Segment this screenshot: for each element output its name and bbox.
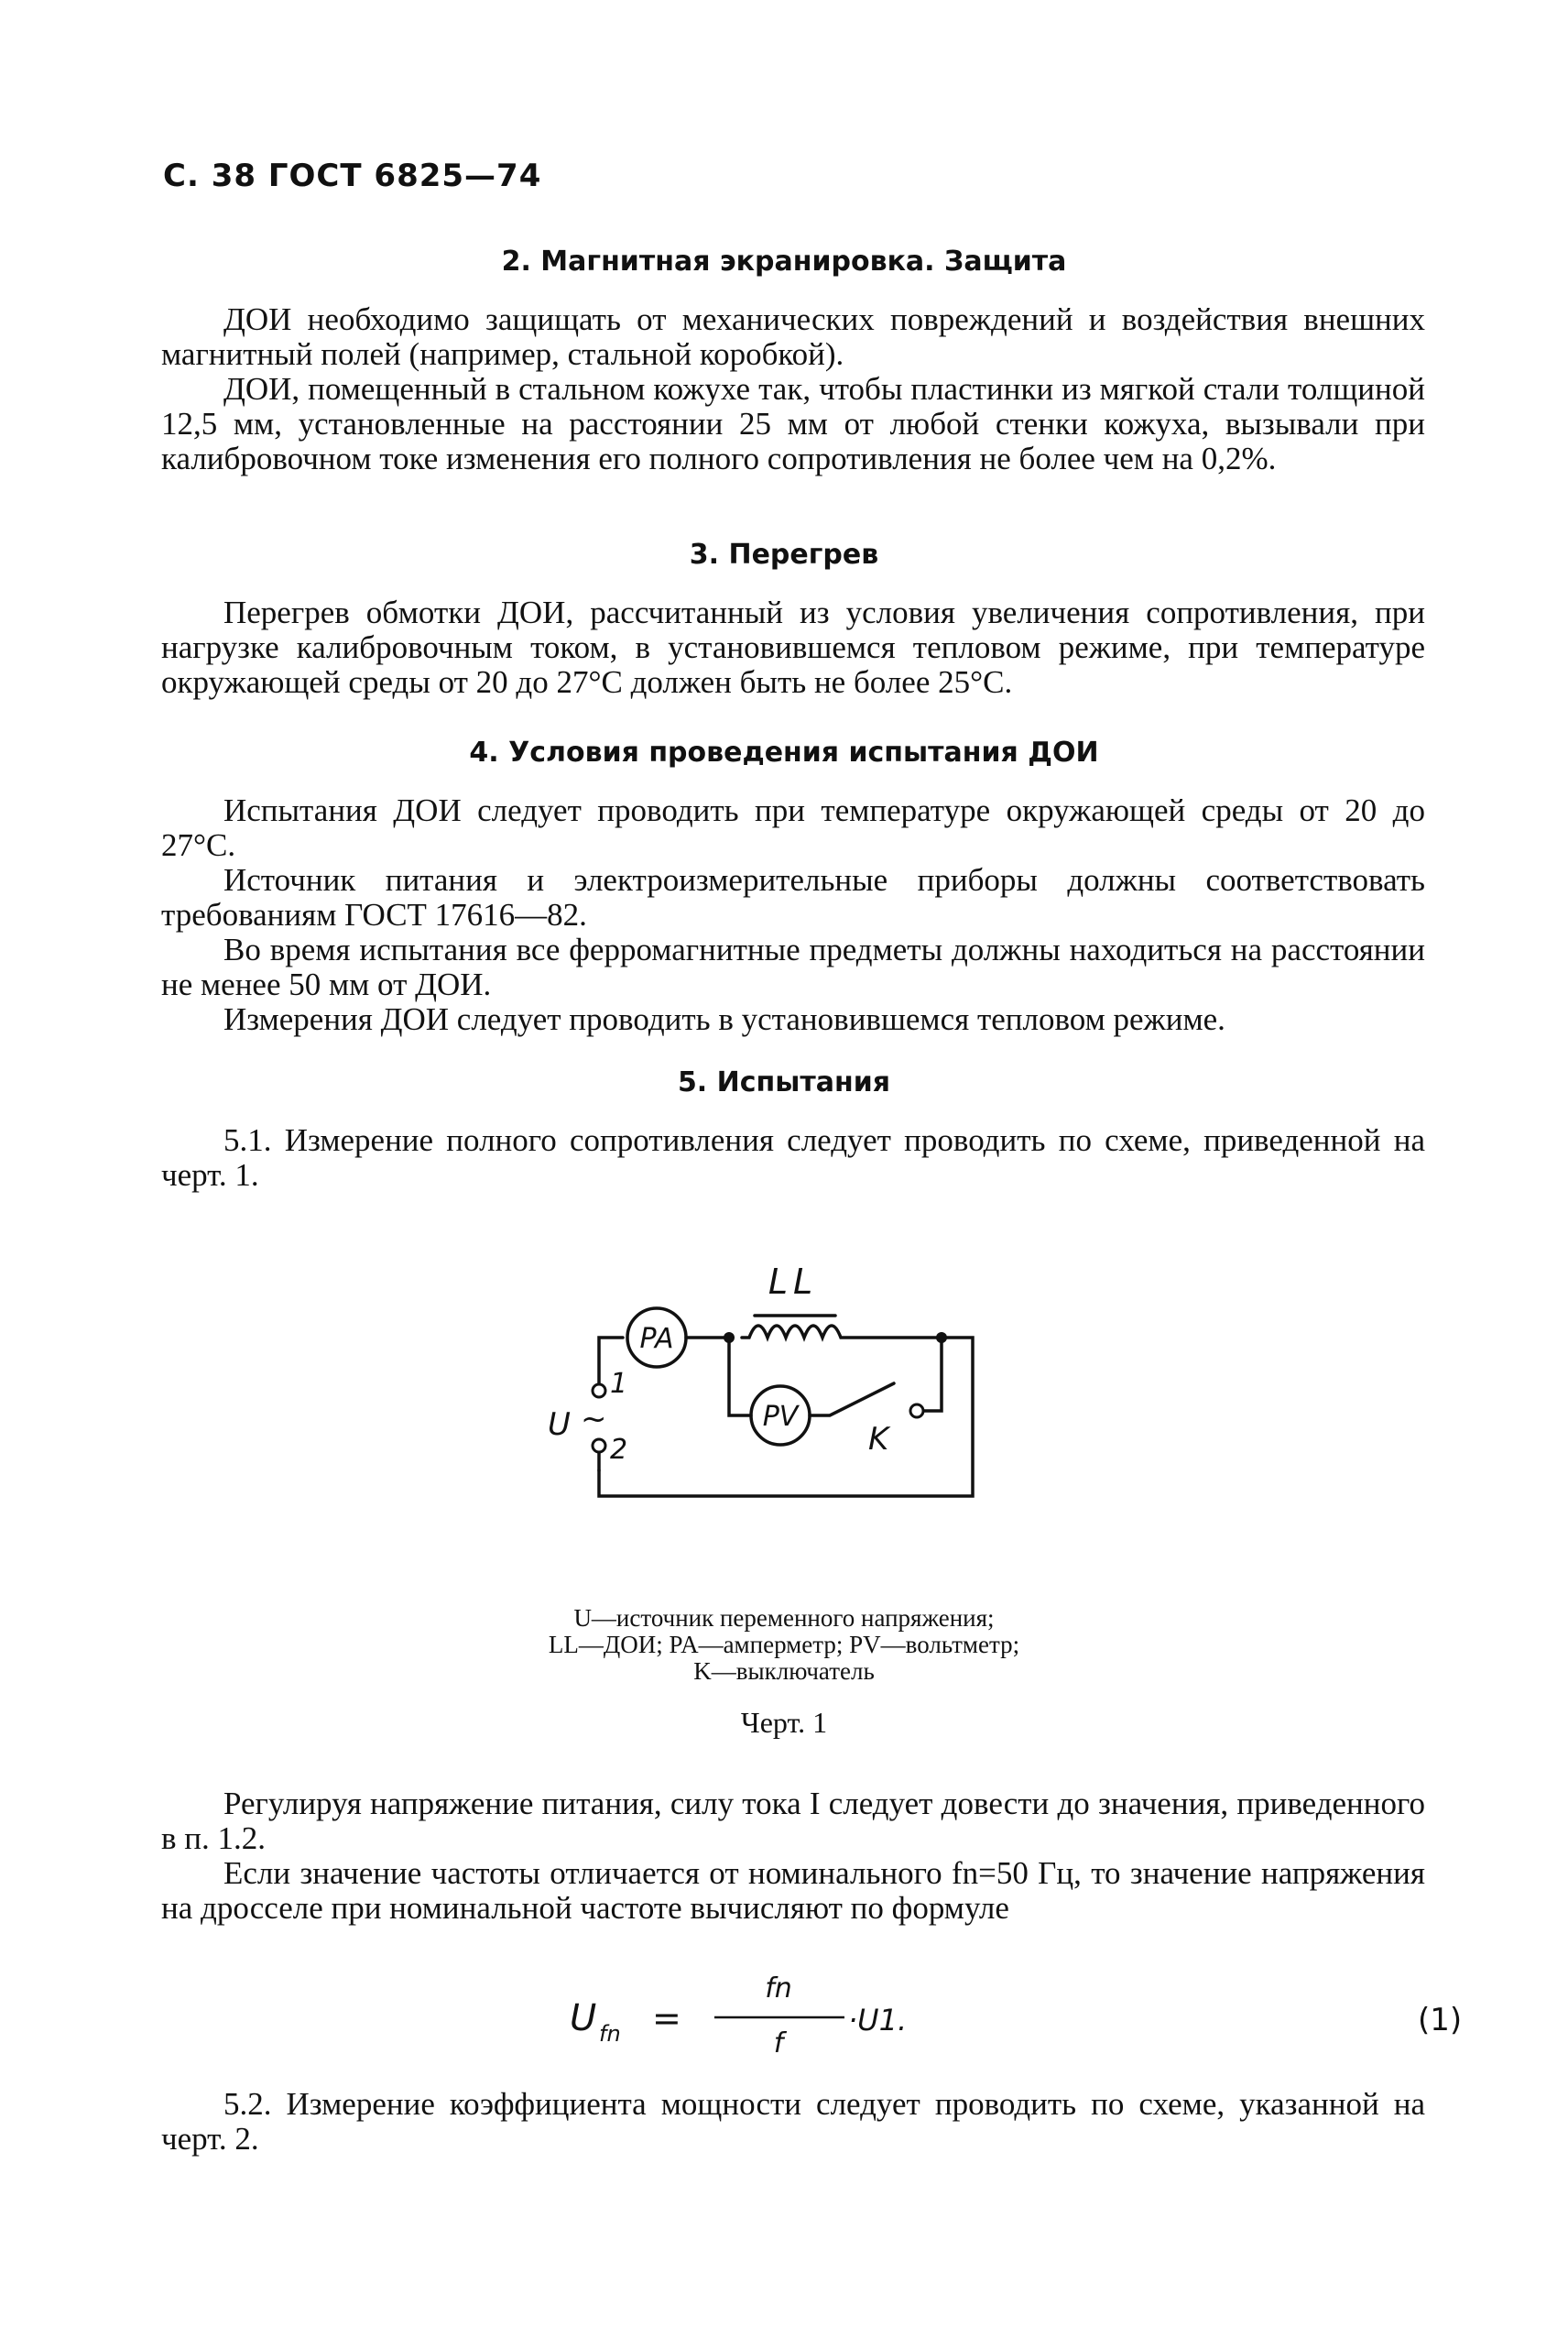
wire-node-to-pv [729,1338,751,1415]
figure-caption-line-1: U—источник переменного напряжения; [573,1604,995,1632]
section-5-heading: 5. Испытания [677,1066,891,1098]
label-u: U [548,1406,571,1443]
junction-dot-left [724,1332,735,1343]
figure-caption-line-3: K—выключатель [693,1657,875,1685]
section-5-paragraph-2: Регулируя напряжение питания, силу тока I следует довести до значения, приведенного в п. 1.2. [161,1786,1425,1856]
formula-lhs-subscript: fn [599,2021,621,2047]
formula-equals: = [652,1998,681,2038]
section-4-paragraph-2: Источник питания и электроизмерительные приборы должны соответствовать требованиям ГОСТ 17616—82. [161,862,1425,933]
page-header: С. 38 ГОСТ 6825—74 [163,158,542,194]
switch-k-lever [810,1383,894,1415]
section-4-paragraph-4: Измерения ДОИ следует проводить в установившемся тепловом режиме. [223,1001,1225,1037]
terminal-2 [593,1439,605,1452]
coil-inductor [742,1326,942,1338]
label-tilde: ~ [581,1401,607,1437]
junction-dot-right [936,1332,947,1343]
formula-1 [0,1961,1568,2061]
formula-denominator: f [773,2027,784,2059]
figure-label: Черт. 1 [740,1706,828,1739]
label-pa: PA [639,1323,674,1355]
switch-contact [910,1404,923,1417]
formula-lhs: U [570,1997,597,2039]
label-terminal-1: 1 [610,1368,628,1400]
section-4-heading: 4. Условия проведения испытания ДОИ [469,737,1099,769]
section-3-paragraph-1: Перегрев обмотки ДОИ, рассчитанный из условия увеличения сопротивления, при нагрузке калибровочным током, в установившемся тепловом режиме, при температуре окружающей среды от 20 до 27°С должен быть не более 25°С. [161,595,1425,700]
section-5-paragraph-1: 5.1. Измерение полного сопротивления следует проводить по схеме, приведенной на черт. 1. [161,1122,1425,1193]
section-3-heading: 3. Перегрев [689,539,879,571]
label-ll: LL [768,1262,819,1302]
figure-caption-line-2: LL—ДОИ; PA—амперметр; PV—вольтметр; [548,1631,1020,1658]
section-4-paragraph-3: Во время испытания все ферромагнитные предметы должны находиться на расстоянии не менее 50 мм от ДОИ. [161,932,1425,1002]
section-2-heading: 2. Магнитная экранировка. Защита [501,246,1067,278]
formula-number: (1) [1418,2002,1463,2038]
wire-node-to-switch [923,1338,942,1411]
label-pv: PV [762,1401,799,1433]
circuit-diagram [513,1255,1026,1530]
section-2-paragraph-2: ДОИ, помещенный в стальном кожухе так, чтобы пластинки из мягкой стали толщиной 12,5 мм, установленные на расстоянии 25 мм от любой стенки кожуха, вызывали при калибровочном токе изменения его полного сопротивления не более чем на 0,2%. [161,371,1425,476]
terminal-1 [593,1384,605,1397]
label-terminal-2: 2 [610,1434,628,1466]
formula-numerator: fn [765,1972,792,2005]
section-4-paragraph-1: Испытания ДОИ следует проводить при температуре окружающей среды от 20 до 27°С. [161,792,1425,863]
label-k: K [868,1421,889,1458]
formula-rhs: ·U1. [848,2003,908,2037]
section-5-paragraph-3: Если значение частоты отличается от номинального fn=50 Гц, то значение напряжения на дросселе при номинальной частоте вычисляют по формуле [161,1855,1425,1926]
section-2-paragraph-1: ДОИ необходимо защищать от механических повреждений и воздействия внешних магнитный полей (например, стальной коробкой). [161,301,1425,372]
section-5-paragraph-4: 5.2. Измерение коэффициента мощности следует проводить по схеме, указанной на черт. 2. [161,2086,1425,2157]
